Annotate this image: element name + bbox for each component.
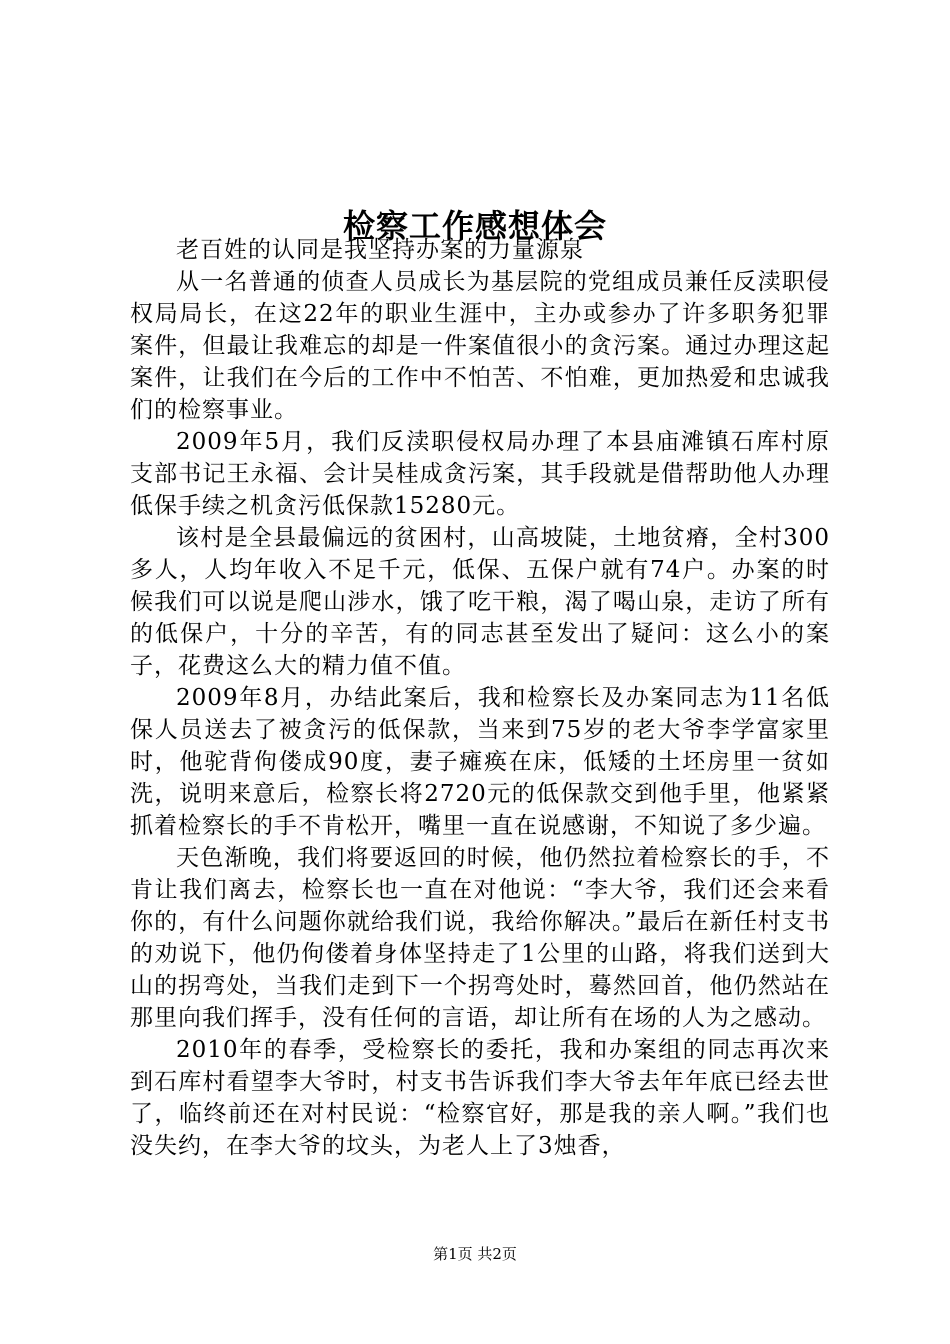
paragraph-4: 2009年8月，办结此案后，我和检察长及办案同志为11名低保人员送去了被贪污的低保款，当来到75岁的老大爷李学富家里时，他驼背佝偻成90度，妻子瘫痪在床，低矮的土坯房里一贫如洗，说明来意后，检察长将2720元的低保款交到他手里，他紧紧抓着检察长的手不肯松开，嘴里一直在说感谢，不知说了多少遍。 [130,685,830,839]
document-subtitle: 老百姓的认同是我坚持办案的力量源泉 [176,237,584,263]
document-body [130,234,830,1162]
paragraph-6: 2010年的春季，受检察长的委托，我和办案组的同志再次来到石库村看望李大爷时，村支书告诉我们李大爷去年年底已经去世了，临终前还在对村民说：“检察官好，那是我的亲人啊。”我们也没失约，在李大爷的坟头，为老人上了3烛香， [130,1037,830,1159]
paragraph-2: 2009年5月，我们反渎职侵权局办理了本县庙滩镇石库村原支部书记王永福、会计吴桂成贪污案，其手段就是借帮助他人办理低保手续之机贪污低保款15280元。 [130,429,830,519]
page-title: 检察工作感想体会 [342,207,607,246]
page-number-footer: 第1页 共2页 [433,1245,517,1263]
paragraph-5: 天色渐晚，我们将要返回的时候，他仍然拉着检察长的手，不肯让我们离去，检察长也一直在对他说：“李大爷，我们还会来看你的，有什么问题你就给我们说，我给你解决。”最后在新任村支书的劝说下，他仍佝偻着身体坚持走了1公里的山路，将我们送到大山的拐弯处，当我们走到下一个拐弯处时，蓦然回首，他仍然站在那里向我们挥手，没有任何的言语，却让所有在场的人为之感动。 [130,845,830,1031]
paragraph-1: 从一名普通的侦查人员成长为基层院的党组成员兼任反渎职侵权局局长，在这22年的职业生涯中，主办或参办了许多职务犯罪案件，但最让我难忘的却是一件案值很小的贪污案。通过办理这起案件，让我们在今后的工作中不怕苦、不怕难，更加热爱和忠诚我们的检察事业。 [130,269,830,423]
paragraph-3: 该村是全县最偏远的贫困村，山高坡陡，土地贫瘠，全村300多人，人均年收入不足千元，低保、五保户就有74户。办案的时候我们可以说是爬山涉水，饿了吃干粮，渴了喝山泉，走访了所有的低保户，十分的辛苦，有的同志甚至发出了疑问：这么小的案子，花费这么大的精力值不值。 [130,525,830,679]
